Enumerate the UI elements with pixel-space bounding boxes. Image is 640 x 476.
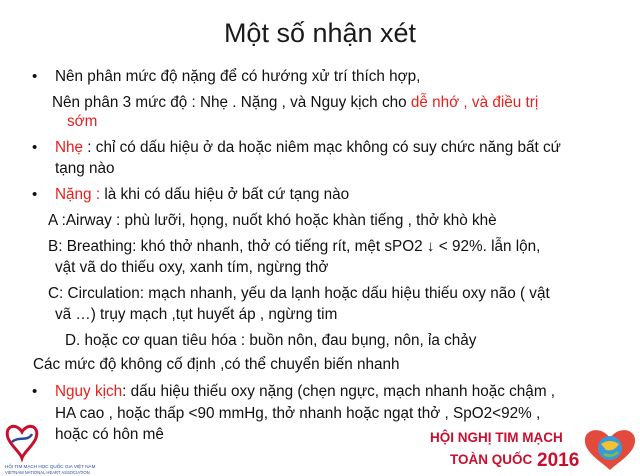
text-line-7: A :Airway : phù lưỡi, họng, nuốt khó hoặc khàn tiếng , thở khò khè [48, 212, 497, 229]
conference-logo-year: 2016 [537, 450, 580, 471]
text-line-9: vật vã do thiếu oxy, xanh tím, ngừng thở [55, 259, 329, 276]
bullet-marker: • [32, 383, 38, 400]
text-line-14 [55, 382, 555, 402]
globe-heart-icon [585, 430, 635, 470]
conference-logo-line-2: TOÀN QUỐC [450, 452, 533, 467]
text-line-4 [55, 138, 561, 158]
association-logo [2, 412, 120, 476]
text-line-8: B: Breathing: khó thở nhanh, thở có tiếng rít, mệt sPO2 ↓ < 92%. lẫn lộn, [48, 238, 541, 255]
conference-logo [420, 410, 640, 476]
text-line-2-main: Nên phân 3 mức độ : Nhẹ . Nặng , và Nguy kịch cho [52, 94, 411, 111]
text-line-13: Các mức độ không cố định ,có thể chuyển biến nhanh [33, 356, 400, 373]
text-line-2-highlight: dễ nhớ , và điều trị [410, 94, 539, 111]
mild-description: : chỉ có dấu hiệu ở da hoặc niêm mạc không có suy chức năng bất cứ [83, 139, 561, 156]
mild-label: Nhẹ [55, 139, 84, 156]
text-line-5: tạng nào [55, 160, 115, 177]
slide-title: Một số nhận xét [223, 18, 417, 48]
severe-label: Nặng : [55, 186, 101, 203]
bullet-marker: • [32, 139, 38, 156]
logo-left-text-1: HỘI TIM MẠCH HỌC QUỐC GIA VIỆT NAM [5, 464, 96, 469]
severe-description: là khi có dấu hiệu ở bất cứ tạng nào [100, 186, 350, 203]
text-line-12: D. hoặc cơ quan tiêu hóa : buồn nôn, đau bụng, nôn, ỉa chảy [65, 332, 477, 349]
logo-left-text-2: VIETNAM NATIONAL HEART ASSOCIATION [5, 470, 90, 475]
conference-logo-line-1: HỘI NGHỊ TIM MẠCH [430, 430, 563, 445]
text-line-11: vã …) trụy mạch ,tụt huyết áp , ngừng tim [55, 306, 338, 323]
critical-label: Nguy kịch [55, 383, 123, 400]
text-line-15: HA cao , hoặc thấp <90 mmHg, thở nhanh hoặc ngạt thở , SpO2<92% , [55, 405, 541, 422]
text-line-10: C: Circulation: mạch nhanh, yếu da lạnh hoặc dấu hiệu thiếu oxy não ( vật [48, 285, 550, 302]
text-line-3: sớm [67, 113, 98, 130]
bullet-marker: • [32, 186, 38, 203]
text-line-16: hoặc có hôn mê [55, 426, 164, 443]
bullet-marker: • [32, 68, 38, 85]
text-line-6 [55, 185, 349, 205]
text-line-1: Nên phân mức độ nặng để có hướng xử trí thích hợp, [55, 68, 421, 85]
critical-description: : dấu hiệu thiếu oxy nặng (chẹn ngực, mạch nhanh hoặc chậm , [122, 383, 556, 400]
text-line-2 [52, 93, 538, 113]
heart-ribbon-icon [7, 426, 37, 458]
